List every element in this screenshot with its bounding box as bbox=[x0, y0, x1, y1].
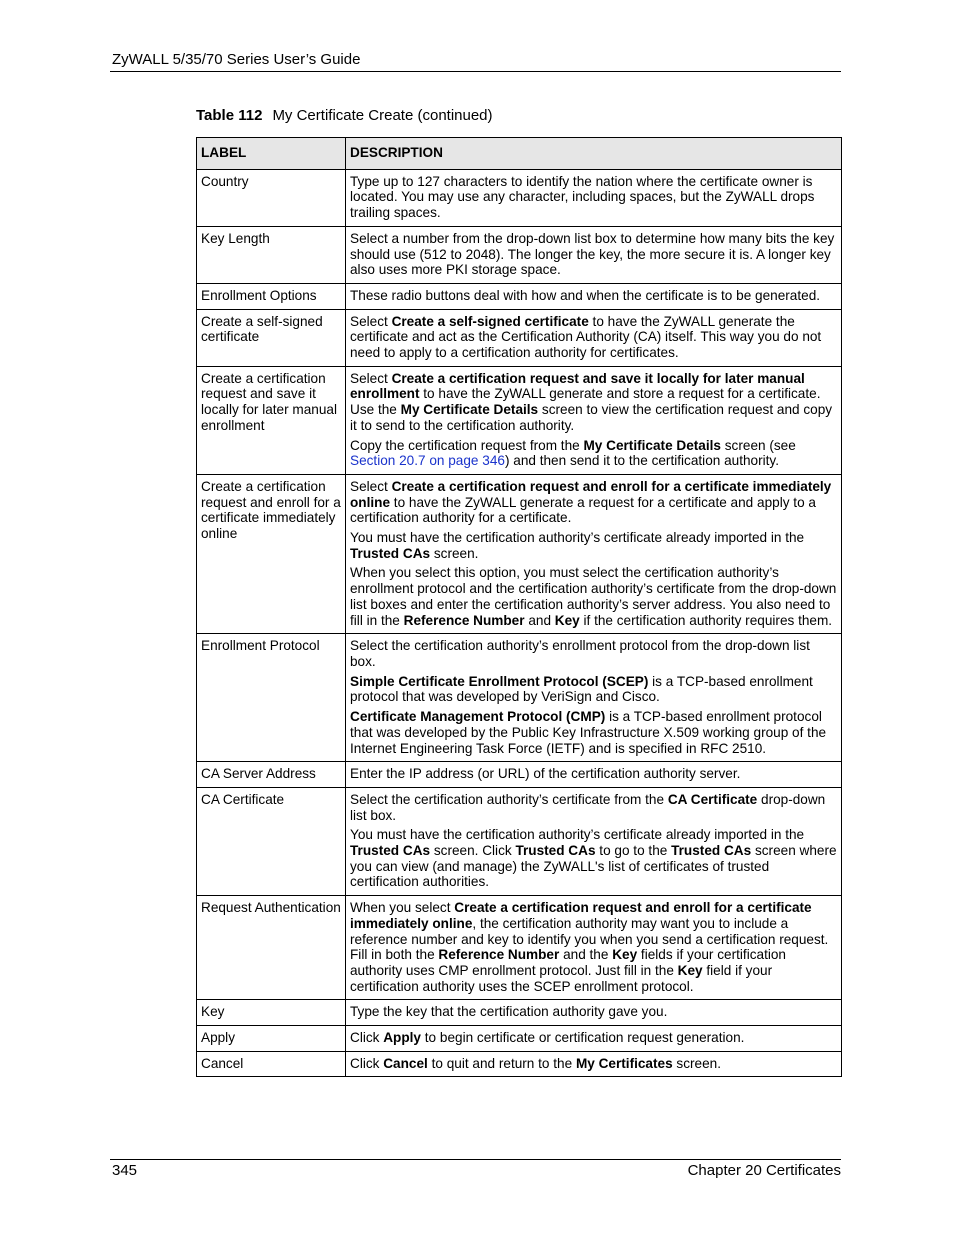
text-run: Select the certification authority’s certificate from the bbox=[350, 791, 668, 807]
row-description bbox=[346, 474, 842, 633]
row-label: Create a certification request and enroll for a certificate immediately online bbox=[197, 474, 346, 633]
ui-term: Trusted CAs bbox=[671, 843, 752, 859]
text-run: if the certification authority requires them. bbox=[579, 612, 833, 628]
text-run: , the certification authority may want you to include a reference number and key to identify you when you send a certification request. Fill in both the bbox=[350, 915, 829, 963]
text-run: to have the ZyWALL generate the certificate and act as the Certification Authority (CA) itself. This way you do not need to apply to a certification authority for certificates. bbox=[350, 313, 822, 361]
row-label: Country bbox=[197, 169, 346, 226]
row-description bbox=[346, 787, 842, 895]
description-paragraph bbox=[350, 231, 837, 278]
text-run: is a TCP-based enrollment protocol that was developed by the Public Key Infrastructure X.509 working group of the Internet Engineering Task Force (IETF) and is specified in RFC 2510. bbox=[350, 709, 827, 756]
row-label: Apply bbox=[197, 1026, 346, 1052]
text-run: Select the certification authority’s enrollment protocol from the drop-down list box. bbox=[350, 638, 810, 669]
description-paragraph bbox=[350, 766, 837, 782]
row-description bbox=[346, 366, 842, 474]
table-caption bbox=[196, 107, 493, 124]
ui-term: My Certificate Details bbox=[583, 437, 721, 453]
table-row bbox=[197, 1026, 842, 1052]
ui-term: Cancel bbox=[383, 1055, 428, 1071]
row-description bbox=[346, 1000, 842, 1026]
ui-term: Create a self-signed certificate bbox=[391, 313, 589, 329]
text-run: When you select bbox=[350, 900, 455, 916]
row-description bbox=[346, 634, 842, 762]
running-header-title: ZyWALL 5/35/70 Series User’s Guide bbox=[112, 51, 361, 68]
table-row bbox=[197, 474, 842, 633]
row-description bbox=[346, 1026, 842, 1052]
row-description bbox=[346, 1051, 842, 1077]
cross-reference-link[interactable]: Section 20.7 on page 346 bbox=[350, 453, 505, 469]
text-run: screen to view the certification request and copy it to send to the certification authority. bbox=[350, 402, 833, 433]
ui-term: Key bbox=[612, 947, 638, 963]
description-paragraph bbox=[350, 1004, 837, 1020]
description-paragraph bbox=[350, 1030, 837, 1046]
row-label: Cancel bbox=[197, 1051, 346, 1077]
description-paragraph bbox=[350, 174, 837, 221]
ui-term: Apply bbox=[383, 1030, 421, 1046]
text-run: Select bbox=[350, 313, 392, 329]
table-row bbox=[197, 1051, 842, 1077]
table-row bbox=[197, 762, 842, 788]
ui-term: Simple Certificate Enrollment Protocol (SCEP) bbox=[350, 673, 649, 689]
ui-term: Certificate Management Protocol (CMP) bbox=[350, 709, 606, 725]
table-row bbox=[197, 896, 842, 1000]
description-paragraph bbox=[350, 827, 837, 890]
ui-term: Create a certification request and save it locally for later manual enrollment bbox=[350, 370, 805, 402]
row-label: CA Certificate bbox=[197, 787, 346, 895]
table-number: Table 112 bbox=[196, 107, 263, 124]
text-run: to quit and return to the bbox=[427, 1055, 576, 1071]
text-run: screen. bbox=[672, 1055, 721, 1071]
text-run: Select bbox=[350, 478, 392, 494]
text-run: fields if your certification authority uses CMP enrollment protocol. Just fill in the bbox=[350, 947, 786, 978]
table-body bbox=[197, 169, 842, 1077]
row-label: Enrollment Options bbox=[197, 283, 346, 309]
table-row bbox=[197, 226, 842, 283]
ui-term: My Certificates bbox=[575, 1055, 673, 1071]
text-run: You must have the certification authority’s certificate already imported in the bbox=[350, 827, 805, 843]
description-paragraph bbox=[350, 288, 837, 304]
text-run: drop-down list box. bbox=[350, 791, 826, 823]
ui-term: Key bbox=[554, 612, 580, 628]
row-label: Key bbox=[197, 1000, 346, 1026]
description-paragraph bbox=[350, 638, 837, 669]
description-paragraph bbox=[350, 792, 837, 823]
text-run: is a TCP-based enrollment protocol that was developed by VeriSign and Cisco. bbox=[350, 673, 813, 705]
footer-divider bbox=[110, 1159, 841, 1160]
text-run: and bbox=[524, 612, 555, 628]
page-number: 345 bbox=[112, 1162, 138, 1179]
row-description bbox=[346, 896, 842, 1000]
ui-term: Trusted CAs bbox=[350, 843, 431, 859]
table-row bbox=[197, 366, 842, 474]
table-row bbox=[197, 283, 842, 309]
text-run: to have the ZyWALL generate and store a request for a certificate. Use the bbox=[350, 386, 821, 418]
row-description bbox=[346, 762, 842, 788]
ui-term: Reference Number bbox=[438, 947, 560, 963]
table-header-row bbox=[197, 138, 842, 170]
text-run: Enter the IP address (or URL) of the certification authority server. bbox=[350, 766, 741, 782]
description-paragraph bbox=[350, 479, 837, 526]
text-run: Type the key that the certification authority gave you. bbox=[350, 1004, 668, 1020]
table-title: My Certificate Create (continued) bbox=[272, 107, 493, 124]
text-run: When you select this option, you must select the certification authority’s enrollment protocol and the certification authority’s certificate from the drop-down list boxes and enter the certification authority’s server address. You also need to fill in the bbox=[350, 565, 837, 628]
text-run: to have the ZyWALL generate a request for a certificate and apply to a certification authority for a certificate. bbox=[350, 494, 816, 526]
description-paragraph bbox=[350, 565, 837, 628]
text-run: to go to the bbox=[595, 843, 672, 859]
row-label: Key Length bbox=[197, 226, 346, 283]
ui-term: Key bbox=[677, 962, 703, 978]
description-paragraph bbox=[350, 900, 837, 994]
text-run: and the bbox=[559, 947, 613, 963]
table-row bbox=[197, 169, 842, 226]
text-run: screen. bbox=[430, 545, 479, 561]
text-run: These radio buttons deal with how and when the certificate is to be generated. bbox=[350, 287, 821, 303]
row-label: Create a certification request and save it locally for later manual enrollment bbox=[197, 366, 346, 474]
ui-term: Trusted CAs bbox=[350, 545, 431, 561]
row-description bbox=[346, 309, 842, 366]
ui-term: Reference Number bbox=[403, 612, 525, 628]
row-description bbox=[346, 226, 842, 283]
ui-term: Create a certification request and enroll for a certificate immediately online bbox=[350, 478, 832, 510]
text-run: You must have the certification authority’s certificate already imported in the bbox=[350, 530, 805, 546]
table-row bbox=[197, 634, 842, 762]
header-divider bbox=[110, 71, 841, 72]
text-run: Select a number from the drop-down list box to determine how many bits the key should use (512 to 2048). The longer the key, the more secure it is. A longer key also uses more PKI storage space. bbox=[350, 230, 835, 278]
ui-term: CA Certificate bbox=[667, 791, 758, 807]
label-column-header: LABEL bbox=[197, 138, 346, 170]
row-label: Enrollment Protocol bbox=[197, 634, 346, 762]
ui-term: Trusted CAs bbox=[515, 843, 596, 859]
description-paragraph bbox=[350, 1056, 837, 1072]
chapter-title: Chapter 20 Certificates bbox=[687, 1162, 841, 1179]
text-run: screen. Click bbox=[430, 843, 516, 859]
ui-term: My Certificate Details bbox=[400, 402, 539, 418]
table-row bbox=[197, 787, 842, 895]
text-run: ) and then send it to the certification authority. bbox=[504, 453, 779, 469]
text-run: Type up to 127 characters to identify the nation where the certificate owner is located. You may use any character, including spaces, but the ZyWALL drops trailing spaces. bbox=[350, 173, 815, 221]
text-run: screen where you can view (and manage) the ZyWALL's list of certificates of trusted certification authorities. bbox=[350, 843, 837, 890]
text-run: Copy the certification request from the bbox=[350, 437, 584, 453]
text-run: Select bbox=[350, 370, 392, 386]
row-description bbox=[346, 169, 842, 226]
row-label: Create a self-signed certificate bbox=[197, 309, 346, 366]
description-paragraph bbox=[350, 371, 837, 434]
description-paragraph bbox=[350, 314, 837, 361]
ui-term: Create a certification request and enroll for a certificate immediately online bbox=[350, 900, 812, 931]
description-column-header: DESCRIPTION bbox=[346, 138, 842, 170]
row-label: CA Server Address bbox=[197, 762, 346, 788]
text-run: Click bbox=[350, 1030, 384, 1046]
text-run: Click bbox=[350, 1055, 384, 1071]
table-row bbox=[197, 309, 842, 366]
row-description bbox=[346, 283, 842, 309]
certificate-create-table bbox=[196, 137, 842, 1077]
table-row bbox=[197, 1000, 842, 1026]
text-run: field if your certification authority uses the SCEP enrollment protocol. bbox=[350, 962, 773, 994]
description-paragraph bbox=[350, 530, 837, 561]
description-paragraph bbox=[350, 674, 837, 705]
text-run: screen (see bbox=[720, 437, 796, 453]
description-paragraph bbox=[350, 438, 837, 469]
row-label: Request Authentication bbox=[197, 896, 346, 1000]
description-paragraph bbox=[350, 709, 837, 756]
text-run: to begin certificate or certification request generation. bbox=[421, 1030, 745, 1046]
